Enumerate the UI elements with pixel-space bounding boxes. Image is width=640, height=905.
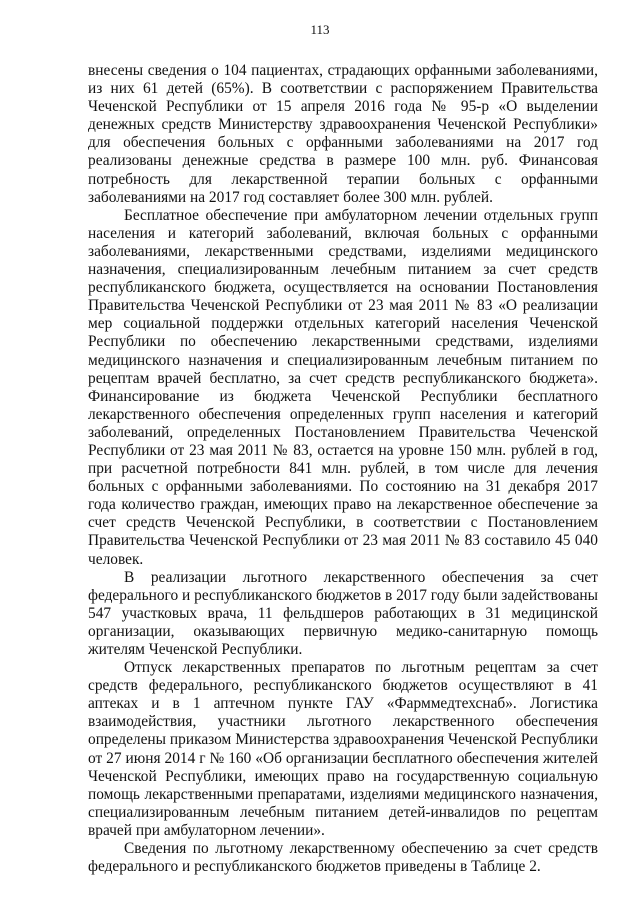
- page-number: 113: [310, 22, 330, 37]
- paragraph-participating-doctors: В реализации льготного лекарственного обеспечения за счет федерального и республиканского бюджетов в 2017 году были задействованы 547 участковых врача, 11 фельдшеров работающих в 31 медицинской организации, оказывающих первичную медико-санитарную помощь жителям Чеченской Республики.: [88, 568, 598, 658]
- paragraph-table-reference: Сведения по льготному лекарственному обеспечению за счет средств федерального и республиканского бюджетов приведены в Таблице 2.: [88, 840, 598, 876]
- document-body: [88, 62, 598, 876]
- paragraph-free-provision: Бесплатное обеспечение при амбулаторном лечении отдельных групп населения и категорий заболеваний, включая больных с орфанными заболеваниями, лекарственными средствами, изделиями медицинского назначения, специализированным лечебным питанием за счет средств республиканского бюджета, осуществляется на основании Постановления Правительства Чеченской Республики от 23 мая 2011 № 83 «О реализации мер социальной поддержки отдельных категорий населения Чеченской Республики по обеспечению лекарственными средствами, изделиями медицинского назначения и специализированным лечебным питанием по рецептам врачей бесплатно, за счет средств республиканского бюджета». Финансирование из бюджета Чеченской Республики бесплатного лекарственного обеспечения определенных групп населения и категорий заболеваний, определенных Постановлением Правительства Чеченской Республики от 23 мая 2011 № 83, остается на уровне 150 млн. рублей в год, при расчетной потребности 841 млн. рублей, в том числе для лечения больных с орфанными заболеваниями. По состоянию на 31 декабря 2017 года количество граждан, имеющих право на лекарственное обеспечение за счет средств Чеченской Республики, в соответствии с Постановлением Правительства Чеченской Республики от 23 мая 2011 № 83 составило 45 040 человек.: [88, 206, 598, 568]
- paragraph-pharmacies: Отпуск лекарственных препаратов по льготным рецептам за счет средств федерального, республиканского бюджетов осуществляют в 41 аптеках и в 1 аптечном пункте ГАУ «Фарммедтехснаб». Логистика взаимодействия, участники льготного лекарственного обеспечения определены приказом Министерства здравоохранения Чеченской Республики от 27 июня 2014 г № 160 «Об организации бесплатного обеспечения жителей Чеченской Республики, имеющих право на государственную социальную помощь лекарственными препаратами, изделиями медицинского назначения, специализированным лечебным питанием детей-инвалидов по рецептам врачей при амбулаторном лечении».: [88, 659, 598, 839]
- paragraph-orphan-patients: внесены сведения о 104 пациентах, страдающих орфанными заболеваниями, из них 61 детей (65%). В соответствии с распоряжением Правительства Чеченской Республики от 15 апреля 2016 года № 95-р «О выделении денежных средств Министерству здравоохранения Чеченской Республики» для обеспечения больных с орфанными заболеваниями на 2017 год реализованы денежные средства в размере 100 млн. руб. Финансовая потребность для лекарственной терапии больных с орфанными заболеваниями на 2017 год составляет более 300 млн. рублей.: [88, 62, 598, 206]
